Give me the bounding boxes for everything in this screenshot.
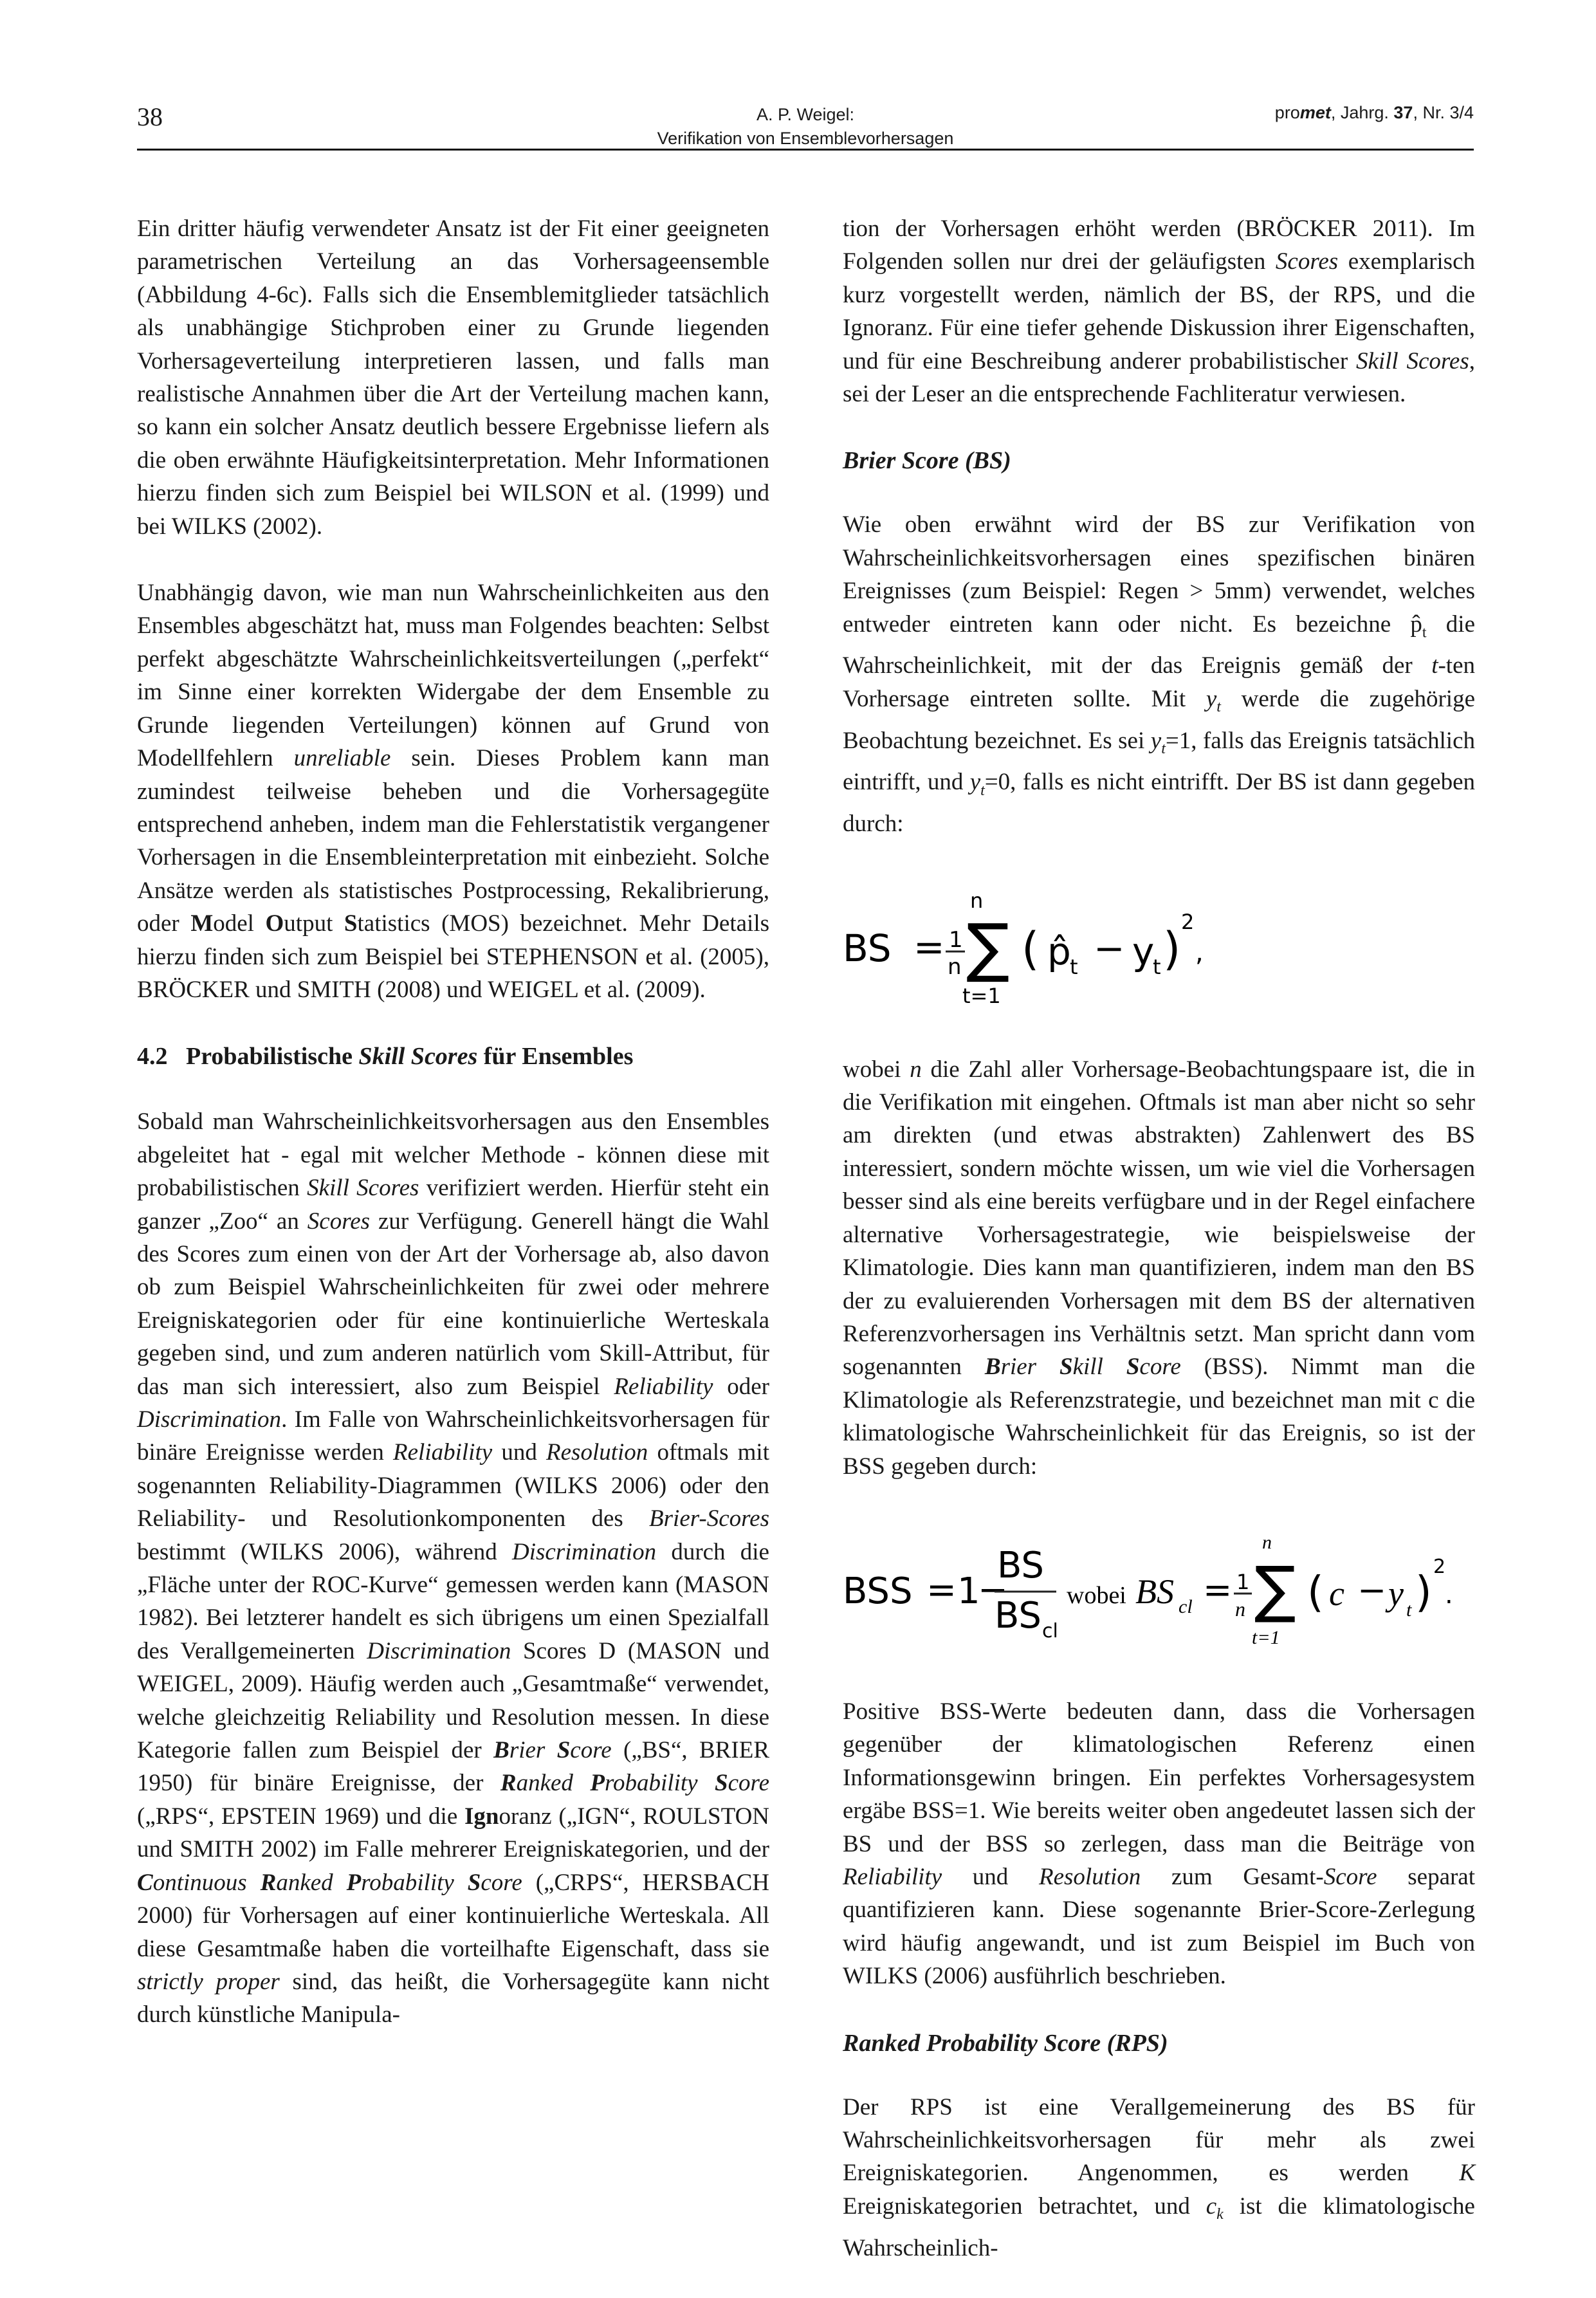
eq-p-hat: p̂ (1047, 929, 1071, 973)
journal-issue-sep: , Nr. (1413, 103, 1450, 122)
eq-tail: , (1195, 937, 1204, 968)
math-symbol: p̂ (1410, 611, 1422, 638)
math-subscript: t (1161, 740, 1166, 758)
text-run-bold: Ign (464, 1803, 499, 1830)
left-column (137, 212, 769, 2065)
text-run: bestimmt (WILKS 2006), während (137, 1538, 513, 1565)
text-run: Sobald man Wahrscheinlichkeitsvorhersagen aus den Ensembles abgeleitet hat - egal mit welcher Methode - können diese mit probabilistischen (137, 1108, 769, 1202)
eq-sum-lower: t=1 (962, 983, 1001, 1008)
text-run-italic: Reliability (843, 1863, 942, 1890)
text-run: ist die klimatologische Wahrscheinlich- (843, 2192, 1475, 2261)
text-run: utput (284, 910, 344, 937)
article-title: Verifikation von Ensemblevorhersagen (657, 129, 954, 148)
text-run-bold: O (265, 910, 284, 937)
text-run-bold: S (344, 910, 358, 937)
eq-sum: ∑ (966, 909, 1010, 985)
eq-frac-den: n (948, 953, 962, 980)
text-run: (BSS). Nimmt man die Klimatologie als Referenzstrategie, und bezeichnet man mit c die klimatologische Wahrscheinlichkeit für das Ereignis, so ist der BSS gegeben durch: (843, 1354, 1475, 1480)
eq-lhs: BSS (843, 1570, 913, 1612)
eq-minus: − (1094, 926, 1125, 970)
eq-equals: = (926, 1568, 957, 1611)
right-column (843, 212, 1475, 2298)
eq-equals-2: = (1203, 1569, 1233, 1610)
journal-name-bold: met (1299, 103, 1331, 122)
text-run-italic: K (1459, 2160, 1475, 2187)
text-run-italic: core (481, 1869, 522, 1896)
text-run-bold-italic: B (493, 1737, 509, 1764)
text-run: exemplarisch kurz vorgestellt werden, nämlich der BS, der RPS, und die Ignoranz. Für eine tiefer gehende Diskussion ihrer Eigenschaften, und für eine Beschreibung anderer probabilistischer (843, 248, 1476, 374)
text-run: für Ensembles (477, 1043, 634, 1071)
text-run-italic: t (1431, 652, 1438, 679)
text-run-bold-italic: R (500, 1770, 517, 1797)
paragraph (137, 576, 769, 1006)
paragraph (843, 212, 1475, 410)
math-symbol: c (1206, 2192, 1217, 2220)
text-run: wobei (843, 1056, 910, 1083)
text-run-italic: ontinuous (152, 1869, 261, 1896)
eq-power: 2 (1433, 1555, 1446, 1578)
text-run: odel (213, 910, 266, 937)
text-run-italic: Skill Scores (1355, 347, 1469, 374)
text-run: oranz („IGN“, ROULSTON und SMITH 2002) im Falle mehrerer Ereigniskategorien, und der (137, 1803, 770, 1863)
eq-minus: − (978, 1568, 1008, 1611)
text-run: separat quantifizieren kann. Diese sogenannte Brier-Score-Zerlegung wird häufig angewandt, und ist zum Beispiel im Buch von WILKS (2006) ausführlich beschrieben. (843, 1863, 1476, 1990)
math-symbol: y (1150, 727, 1162, 754)
equation-bs-svg (843, 874, 1475, 1024)
text-run-bold-italic: B (984, 1354, 1001, 1381)
eq-y-sub: t (1406, 1599, 1412, 1621)
paragraph (843, 2091, 1475, 2265)
text-run-bold-italic: P (590, 1770, 605, 1797)
text-run: oder (713, 1373, 769, 1400)
text-run: . Im Falle von Wahrscheinlichkeitsvorhersagen für binäre Ereignisse werden (137, 1406, 769, 1466)
math-subscript: t (1422, 624, 1427, 641)
running-title (137, 103, 1474, 151)
journal-issue: 3/4 (1449, 103, 1474, 122)
text-run-italic: Discrimination (367, 1637, 511, 1664)
eq-lparen: ( (1307, 1567, 1324, 1617)
eq-sum-upper: n (970, 888, 984, 913)
text-run-bold-italic: R (260, 1869, 277, 1896)
text-run-italic: robability (361, 1869, 468, 1896)
eq-bs-sub: cl (1179, 1595, 1193, 1617)
eq-rparen: ) (1415, 1567, 1432, 1617)
text-run-bold-italic: P (346, 1869, 362, 1896)
text-run-bold-italic: S (1126, 1354, 1140, 1381)
eq-c: c (1329, 1574, 1344, 1613)
text-run-bold-italic: C (137, 1869, 153, 1896)
text-run-italic: Brier-Scores (649, 1505, 769, 1532)
eq-rparen: ) (1163, 922, 1181, 975)
text-run: tatistics (MOS) bezeichnet. Mehr Details hierzu finden sich zum Beispiel bei STEPHENSON et al. (2005), BRÖCKER und SMITH (2008) und WEIGEL et al. (2009). (137, 910, 769, 1003)
eq-wobei: wobei (1067, 1581, 1126, 1609)
text-run-italic: core (570, 1737, 612, 1764)
journal-info (1275, 103, 1474, 123)
text-run-italic: Reliability (393, 1439, 493, 1466)
text-run: , sei der Leser an die entsprechende Fachliteratur verwiesen. (843, 347, 1476, 408)
page-header (137, 97, 1474, 151)
text-run: („CRPS“, HERSBACH 2000) für Vorhersagen auf einer kontinuierliche Werteskala. All diese Gesamtmaße haben die vorteilhafte Eigenschaft, dass sie (137, 1869, 769, 1962)
text-run-bold-italic: S (556, 1737, 571, 1764)
text-run: sind, das heißt, die Vorhersagegüte kann nicht durch künstliche Manipula- (137, 1968, 769, 2028)
eq-frac-num: 1 (949, 926, 963, 953)
journal-volume: 37 (1393, 103, 1413, 122)
eq-sum-lower: t=1 (1252, 1626, 1280, 1648)
eq-frac-num: 1 (1236, 1569, 1250, 1594)
math-symbol: y (1206, 685, 1217, 712)
text-run: Positive BSS-Werte bedeuten dann, dass die Vorhersagen gegenüber der klimatologischen Referenz einen Informationsgewinn bringen. Ein perfektes Vorhersagesystem ergäbe BSS=1. Wie bereits weiter oben angedeutet lassen sich der BS und der BSS so zerlegen, dass man die Beiträge von (843, 1698, 1475, 1857)
math-symbol: y (969, 769, 981, 796)
eq-y-sub: t (1153, 954, 1161, 979)
text-run: zur Verfügung. Generell hängt die Wahl des Scores zum einen von der Art der Vorhersage ab, also davon ob zum Beispiel Wahrscheinlichkeiten für zwei oder mehrere Ereigniskategorien oder für eine kontinuierliche Werteskala gegeben sind, und zum anderen natürlich vom Skill-Attribut, für das man sich interessiert, also zum Beispiel (137, 1208, 769, 1400)
text-run-italic: Scores (1275, 248, 1339, 275)
eq-tail: . (1445, 1579, 1453, 1610)
math-subscript: t (1216, 699, 1221, 716)
journal-year: , Jahrg. (1330, 103, 1394, 122)
eq-sum-upper: n (1262, 1531, 1272, 1553)
text-run: die Wahrscheinlichkeit, mit der das Ereignis gemäß der (843, 611, 1476, 679)
text-run-italic: unreliable (293, 745, 391, 772)
section-number: 4.2 (137, 1043, 168, 1071)
text-run-italic: Discrimination (137, 1406, 282, 1433)
eq-minus-2: − (1357, 1569, 1387, 1610)
text-run-bold-italic: S (1059, 1354, 1073, 1381)
text-run-italic: rier (509, 1737, 557, 1764)
subsection-heading: Ranked Probability Score (RPS) (843, 2029, 1168, 2057)
eq-frac-den: n (1235, 1597, 1245, 1621)
subsection-heading: Brier Score (BS) (843, 447, 1011, 475)
text-run-italic: Skill Scores (307, 1175, 419, 1202)
author: A. P. Weigel: (756, 105, 855, 124)
text-run: sein. Dieses Problem kann man zumindest teilweise beheben und die Vorhersagegüte entsprechend anheben, indem man die Fehlerstatistik vergangener Vorhersagen in die Ensembleinterpretation mit einbezieht. Solche Ansätze werden als statistisches Postprocessing, Rekalibrierung, oder (137, 745, 769, 937)
math-subscript: k (1216, 2206, 1224, 2223)
text-run: durch die „Fläche unter der ROC-Kurve“ gemessen werden kann (MASON 1982). Bei letzterer handelt es sich übrigens um einen Spezialfall des Verallgemeinerten (137, 1538, 769, 1664)
section-heading (137, 1040, 769, 1073)
eq-sum: ∑ (1254, 1552, 1296, 1625)
text-run: -ten Vorhersage eintreten sollte. Mit (843, 652, 1475, 712)
text-run-italic: Resolution (1039, 1863, 1141, 1890)
paragraph (843, 508, 1475, 840)
eq-den-sub: cl (1042, 1619, 1058, 1642)
text-run: tion der Vorhersagen erhöht werden (BRÖCKER 2011). Im Folgenden sollen nur drei der geläufigsten (843, 216, 1475, 275)
eq-power: 2 (1181, 909, 1195, 934)
text-run: =0, falls es nicht eintrifft. Der BS ist dann gegeben durch: (843, 769, 1476, 838)
text-run-italic: kill (1072, 1354, 1126, 1381)
text-run-bold-italic: S (715, 1770, 728, 1797)
paragraph: Ein dritter häufig verwendeter Ansatz ist der Fit einer geeigneten parametrischen Verteilung an das Vorhersageensemble (Abbildung 4-6c). Falls sich die Ensemblemitglieder tatsächlich als unabhängige Stichproben einer zu Grunde liegenden Vorhersageverteilung interpretieren lassen, und falls man realistische Annahmen über die Art der Verteilung machen kann, so kann ein solcher Ansatz deutlich bessere Ergebnisse liefern als die oben erwähnte Häufigkeitsinterpretation. Mehr Informationen hierzu finden sich zum Beispiel bei WILSON et al. (1999) und bei WILKS (2002). (137, 216, 769, 540)
page-number: 38 (137, 102, 163, 131)
text-run-italic: Resolution (546, 1439, 648, 1466)
text-run: Scores D (MASON und WEIGEL, 2009). Häufig werden auch „Gesamtmaße“ verwendet, welche gleichzeitig Reliability und Resolution messen. In diese Kategorie fallen zum Beispiel der (137, 1637, 769, 1764)
journal-name-pre: pro (1274, 103, 1300, 122)
text-run: Wie oben erwähnt wird der BS zur Verifikation von Wahrscheinlichkeitsvorhersagen eines spezifischen binären Ereignisses (zum Beispiel: Regen > 5mm) verwendet, welches entweder eintreten kann oder nicht. Es bezeichne (843, 511, 1475, 638)
text-run-italic: Reliability (614, 1373, 713, 1400)
text-run: und (492, 1439, 547, 1466)
eq-bs: BS (1135, 1572, 1174, 1611)
text-run-italic: Skill Scores (358, 1043, 478, 1071)
eq-p-sub: t (1070, 954, 1078, 979)
eq-den: BS (995, 1594, 1041, 1637)
text-run: Der RPS ist eine Verallgemeinerung des BS für Wahrscheinlichkeitsvorhersagen für mehr als zwei Ereigniskategorien. Angenommen, es werden (843, 2093, 1475, 2187)
header-rule (137, 149, 1474, 151)
text-run: („BS“, BRIER 1950) für binäre Ereignisse, der (137, 1737, 769, 1797)
text-run: („RPS“, EPSTEIN 1969) und die (137, 1803, 465, 1830)
eq-lhs: BS (843, 926, 892, 970)
equation-bss (843, 1516, 1475, 1666)
equation-bs (843, 874, 1475, 1024)
paragraph (843, 1695, 1475, 1993)
text-run-italic: rier (1000, 1354, 1060, 1381)
text-run: Ereigniskategorien betrachtet, und (843, 2192, 1206, 2220)
text-run-italic: Scores (307, 1208, 371, 1235)
text-run-italic: robability (605, 1770, 715, 1797)
text-run-italic: Discrimination (512, 1538, 657, 1565)
eq-equals: = (913, 924, 945, 969)
text-run-italic: core (728, 1770, 769, 1797)
text-run: werde die zugehörige Beobachtung bezeichnet. Es sei (843, 685, 1475, 754)
text-run-italic: anked (276, 1869, 347, 1896)
text-run-italic: anked (516, 1770, 591, 1797)
text-run: oftmals mit sogenannten Reliability-Diagrammen (WILKS 2006) oder den Reliability- und Resolutionkomponenten des (137, 1439, 769, 1532)
paragraph (843, 1053, 1475, 1483)
math-subscript: t (980, 782, 985, 799)
text-run-bold: M (190, 910, 214, 937)
text-run: Unabhängig davon, wie man nun Wahrscheinlichkeiten aus den Ensembles abgeschätzt hat, muss man Folgendes beachten: Selbst perfekt abgeschätzte Wahrscheinlichkeitsverteilungen („perfekt“ im Sinne einer korrekten Widergabe der dem Ensemble zu Grunde liegenden Verteilungen) können auf Grund von Modellfehlern (137, 580, 769, 772)
text-run: zum Gesamt- (1141, 1863, 1324, 1890)
eq-one: 1 (957, 1570, 980, 1612)
text-run: und (942, 1863, 1039, 1890)
eq-num: BS (997, 1544, 1044, 1586)
eq-y: y (1388, 1574, 1404, 1613)
eq-y: y (1132, 929, 1155, 973)
text-run: verifiziert werden. Hierfür steht ein ganzer „Zoo“ an (137, 1175, 769, 1235)
eq-lparen: ( (1022, 922, 1040, 975)
text-run-italic: strictly proper (137, 1968, 280, 1995)
text-run-italic: n (910, 1056, 922, 1083)
equation-bss-svg (843, 1516, 1475, 1666)
text-run-italic: Score (1323, 1863, 1377, 1890)
text-run-italic: core (1139, 1354, 1181, 1381)
text-run: Probabilistische (186, 1043, 359, 1071)
text-run: die Zahl aller Vorhersage-Beobachtungspaare ist, die in die Verifikation mit eingehen. Oftmals ist man aber nicht so sehr am direkten (und etwas abstrakten) Zahlenwert des BS interessiert, sondern möchte wissen, um wie viel die Vorhersagen besser sind als eine bereits verfügbare und in der Regel einfachere alternative Vorhersagestrategie, wie beispielsweise der Klimatologie. Dies kann man quantifizieren, indem man den BS der zu evaluierenden Vorhersagen mit dem BS der alternativen Referenzvorhersagen ins Verhältnis setzt. Man spricht dann vom sogenannten (843, 1056, 1475, 1381)
paragraph (137, 1105, 769, 2031)
text-run-bold-italic: S (467, 1869, 481, 1896)
text-run: =1, falls das Ereignis tatsächlich eintrifft, und (843, 727, 1476, 796)
